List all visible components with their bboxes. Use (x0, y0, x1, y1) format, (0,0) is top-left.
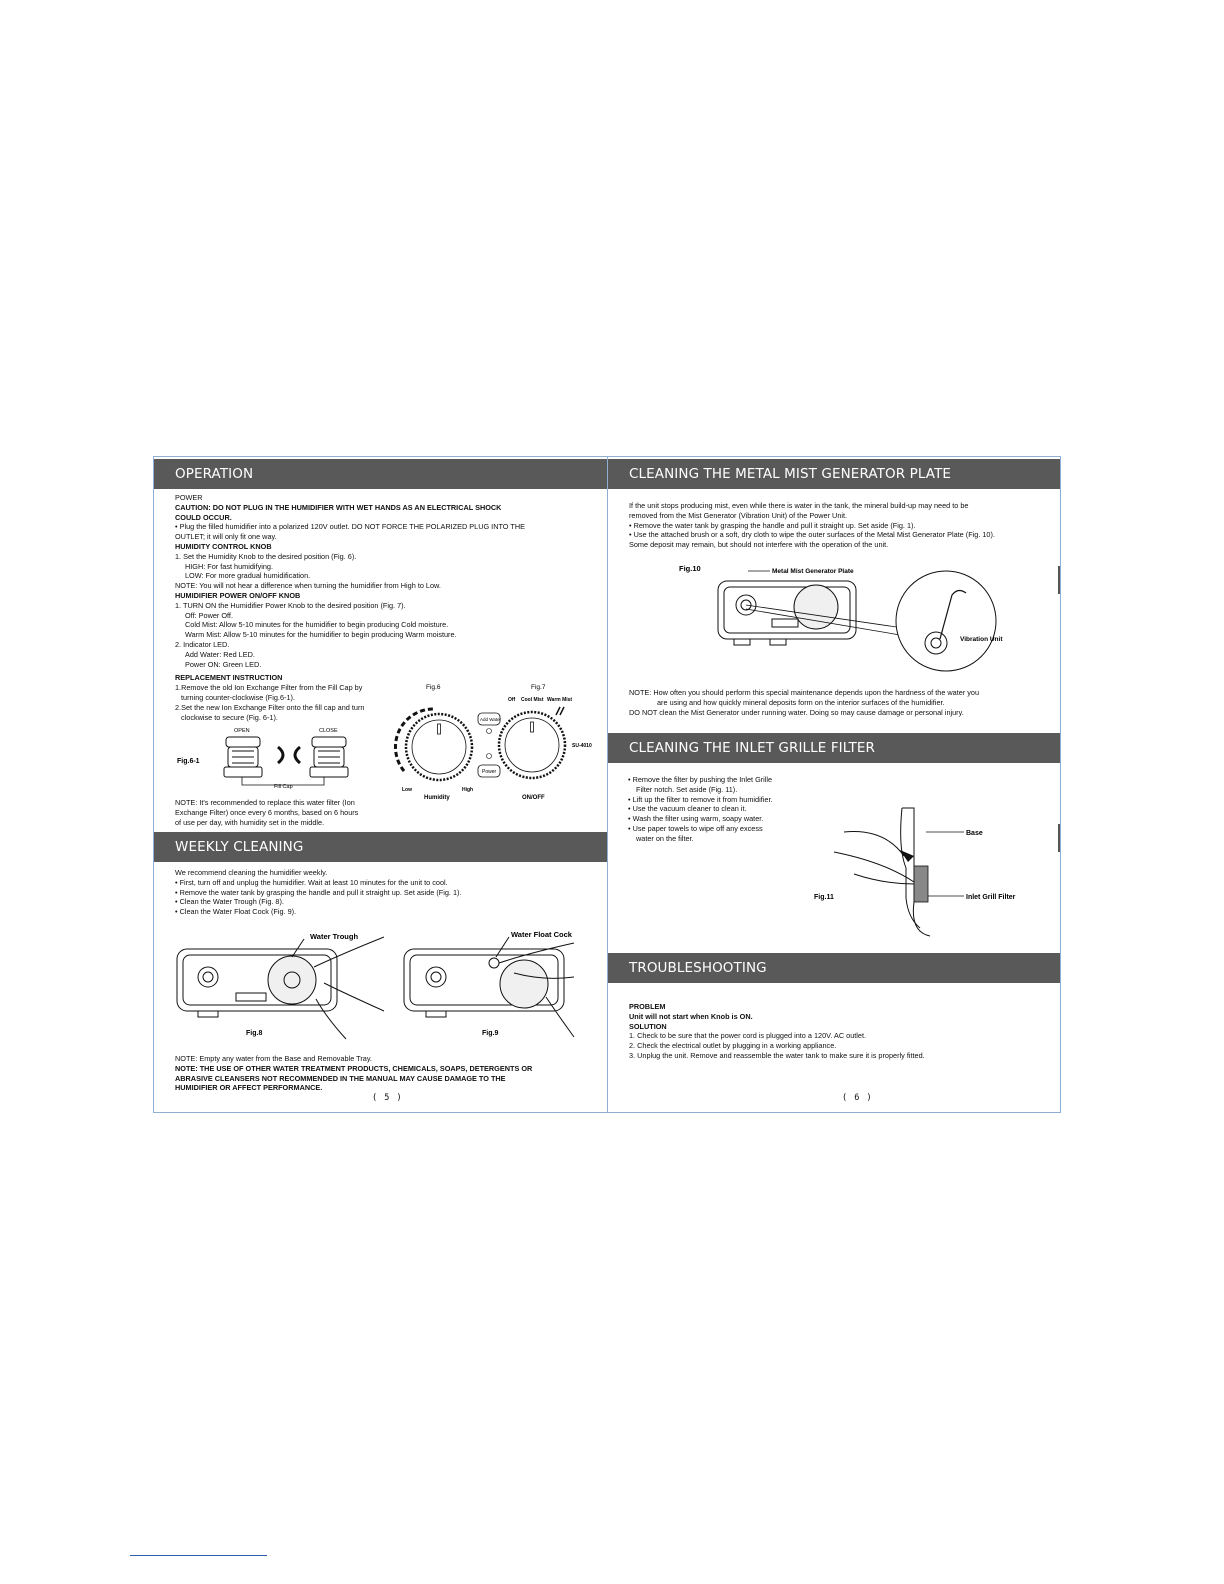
fig-6-7-control-panel (394, 681, 604, 801)
metal-plate-header: CLEANING THE METAL MIST GENERATOR PLATE (608, 459, 1060, 489)
replace-step-2a: 2.Set the new Ion Exchange Filter onto the fill cap and turn (175, 702, 365, 712)
solution-2: 2. Check the electrical outlet by plugging in a working appliance. (629, 1041, 837, 1051)
plug-line-2: OUTLET; it will only fit one way. (175, 532, 277, 542)
weekly-notes (175, 1054, 600, 1093)
fig-10-label: Fig.10 (679, 564, 701, 573)
vibration-label: Vibration Unit (960, 636, 1003, 643)
power-cold: Cold Mist: Allow 5-10 minutes for the humidifier to begin producing Cold moisture. (185, 620, 449, 630)
model-label: SU-4010 (572, 743, 592, 749)
power-led (487, 754, 492, 759)
inlet-grill-label: Inlet Grill Filter (966, 894, 1016, 901)
fig-7-label: Fig.7 (531, 684, 546, 691)
fig-6-label: Fig.6 (426, 684, 441, 691)
metal-line-4: • Use the attached brush or a soft, dry cloth to wipe the outer surfaces of the Metal Mist Generator Plate (Fig. 10). (629, 530, 995, 540)
edge-mark-top (1058, 566, 1060, 594)
weekly-cleaning-header: WEEKLY CLEANING (154, 832, 607, 862)
weekly-text (175, 868, 600, 917)
inlet-step-1a: • Remove the filter by pushing the Inlet Grille (628, 775, 773, 784)
add-water-label: Add Water (480, 717, 502, 722)
water-trough-label: Water Trough (310, 932, 359, 941)
metal-plate-text (629, 501, 1054, 550)
fig-11-hand (834, 832, 914, 885)
base-label: Base (966, 830, 983, 837)
page-number-6: ( 6 ) (842, 1093, 873, 1103)
solution-1: 1. Check to be sure that the power cord is plugged into a 120V. AC outlet. (629, 1031, 867, 1041)
inlet-step-5a: • Use paper towels to wipe off any excess (628, 823, 763, 833)
knob-cool-label: Cool Mist (521, 697, 544, 703)
problem-text: Unit will not start when Knob is ON. (629, 1011, 753, 1021)
weekly-intro: We recommend cleaning the humidifier weekly. (175, 868, 328, 877)
solution-3: 3. Unplug the unit. Remove and reassemble the water tank to make sure it is properly fitted. (629, 1050, 925, 1060)
manual-spread (153, 456, 1061, 1113)
filter-note (175, 798, 405, 827)
power-off: Off: Power Off. (185, 610, 233, 620)
solution-title: SOLUTION (629, 1021, 667, 1031)
plug-line-1: • Plug the filled humidifier into a polarized 120V outlet. DO NOT FORCE THE POLARIZED PLUG INTO THE (175, 522, 525, 532)
edge-mark-bottom (1058, 824, 1060, 852)
weekly-step-2: • Remove the water tank by grasping the handle and pull it straight up. Set aside (Fig. 1). (175, 887, 462, 897)
led-power-on: Power ON: Green LED. (185, 659, 262, 669)
caution-line-1: CAUTION: DO NOT PLUG IN THE HUMIDIFIER WITH WET HANDS AS AN ELECTRICAL SHOCK (175, 502, 502, 512)
metal-note-3: DO NOT clean the Mist Generator under running water. Doing so may cause damage or personal injury. (629, 707, 964, 717)
knob-off-label: Off (508, 697, 516, 703)
operation-header: OPERATION (154, 459, 607, 489)
fig-8-base (177, 939, 337, 1017)
inlet-step-1b: Filter notch. Set aside (Fig. 11). (636, 784, 738, 794)
fig-11-illustration (814, 802, 1044, 942)
high-label: High (462, 787, 474, 793)
fig-10-base (718, 581, 856, 645)
knob-warm-label: Warm Mist (547, 697, 573, 703)
fig-9-base (404, 937, 564, 1017)
humidity-note: NOTE: You will not hear a difference when turning the humidifier from High to Low. (175, 581, 441, 591)
metal-line-5: Some deposit may remain, but should not interfere with the operation of the unit. (629, 540, 889, 550)
ccw-arrow (278, 747, 283, 763)
filter-cap-open (224, 737, 262, 777)
close-label: CLOSE (319, 728, 338, 734)
inlet-step-5b: water on the filter. (636, 833, 694, 843)
power-title: POWER (175, 493, 203, 502)
weekly-note-1: NOTE: Empty any water from the Base and Removable Tray. (175, 1054, 372, 1063)
power-label: Power (482, 769, 497, 775)
humidity-step-1: 1. Set the Humidity Knob to the desired position (Fig. 6). (175, 551, 357, 561)
filter-note-3: of use per day, with humidity set in the middle. (175, 817, 325, 827)
inlet-grill-filter (914, 866, 928, 902)
inlet-step-2: • Lift up the filter to remove it from humidifier. (628, 794, 773, 804)
fig-6-1-label: Fig.6-1 (177, 758, 200, 765)
fig-11-label: Fig.11 (814, 894, 834, 901)
replacement-title: REPLACEMENT INSTRUCTION (175, 673, 283, 683)
led-add-water: Add Water: Red LED. (185, 649, 255, 659)
caution-line-2: COULD OCCUR. (175, 512, 232, 522)
filter-cap-close (310, 737, 348, 777)
power-step-1: 1. TURN ON the Humidifier Power Knob to the desired position (Fig. 7). (175, 600, 406, 610)
inlet-step-3: • Use the vacuum cleaner to clean it. (628, 804, 747, 814)
weekly-note-3: ABRASIVE CLEANSERS NOT RECOMMENDED IN THE MANUAL MAY CAUSE DAMAGE TO THE (175, 1073, 506, 1083)
power-warm: Warm Mist: Allow 5-10 minutes for the humidifier to begin producing Warm moisture. (185, 630, 457, 640)
page-number-5: ( 5 ) (372, 1093, 403, 1103)
replace-step-1b: turning counter-clockwise (Fig.6-1). (181, 692, 295, 702)
metal-line-3: • Remove the water tank by grasping the handle and pull it straight up. Set aside (Fig. 1). (629, 520, 916, 530)
low-label: Low (402, 787, 412, 793)
fig-9-label: Fig.9 (482, 1030, 499, 1037)
page-divider (607, 457, 608, 1112)
fig-8-label: Fig.8 (246, 1030, 263, 1037)
metal-note-1: NOTE: How often you should perform this special maintenance depends upon the hardness of the water you (629, 688, 980, 697)
fill-cap-label: Fill Cap (274, 784, 293, 790)
replace-step-2b: clockwise to secure (Fig. 6-1). (181, 712, 278, 722)
fig-8-hands (314, 937, 384, 1039)
metal-line-2: removed from the Mist Generator (Vibration Unit) of the Power Unit. (629, 510, 848, 520)
footer-link-line (130, 1555, 267, 1556)
troubleshooting-header: TROUBLESHOOTING (608, 953, 1060, 983)
add-water-led (487, 729, 492, 734)
humidity-high: HIGH: For fast humidifying. (185, 561, 273, 571)
metal-note-2: are using and how quickly mineral deposits form on the interior surfaces of the humidifier. (657, 697, 945, 707)
weekly-step-1: • First, turn off and unplug the humidifier. Wait at least 10 minutes for the unit to cool. (175, 877, 448, 887)
power-step-2: 2. Indicator LED. (175, 639, 230, 649)
inlet-grille-header: CLEANING THE INLET GRILLE FILTER (608, 733, 1060, 763)
weekly-step-4: • Clean the Water Float Cock (Fig. 9). (175, 907, 297, 917)
water-float-label: Water Float Cock (511, 930, 572, 939)
problem-title: PROBLEM (629, 1002, 666, 1011)
humidity-label: Humidity (424, 795, 450, 801)
metal-line-1: If the unit stops producing mist, even while there is water in the tank, the mineral build-up may need to be (629, 501, 969, 510)
weekly-note-2: NOTE: THE USE OF OTHER WATER TREATMENT PRODUCTS, CHEMICALS, SOAPS, DETERGENTS OR (175, 1063, 533, 1073)
fig-8-9-illustration (174, 927, 604, 1047)
weekly-step-3: • Clean the Water Trough (Fig. 8). (175, 897, 284, 907)
onoff-label: ON/OFF (522, 795, 545, 801)
fig-10-illustration (674, 559, 1004, 679)
troubleshooting-text (629, 1002, 1054, 1061)
vibration-zoom-circle (896, 571, 996, 671)
fig-6-1-illustration (174, 725, 384, 795)
humidity-title: HUMIDITY CONTROL KNOB (175, 541, 272, 551)
cw-arrow (295, 747, 300, 763)
plate-label: Metal Mist Generator Plate (772, 568, 854, 575)
humidity-low: LOW: For more gradual humidification. (185, 571, 311, 581)
open-label: OPEN (234, 728, 250, 734)
filter-note-1: NOTE: It's recommended to replace this water filter (Ion (175, 798, 355, 807)
metal-note (629, 688, 1054, 717)
power-knob-title: HUMIDIFIER POWER ON/OFF KNOB (175, 590, 301, 600)
replace-step-1a: 1.Remove the old Ion Exchange Filter from the Fill Cap by (175, 683, 363, 693)
filter-note-2: Exchange Filter) once every 6 months, based on 6 hours (175, 807, 359, 817)
weekly-note-4: HUMIDIFIER OR AFFECT PERFORMANCE. (175, 1083, 323, 1093)
inlet-step-4: • Wash the filter using warm, soapy water. (628, 814, 764, 824)
